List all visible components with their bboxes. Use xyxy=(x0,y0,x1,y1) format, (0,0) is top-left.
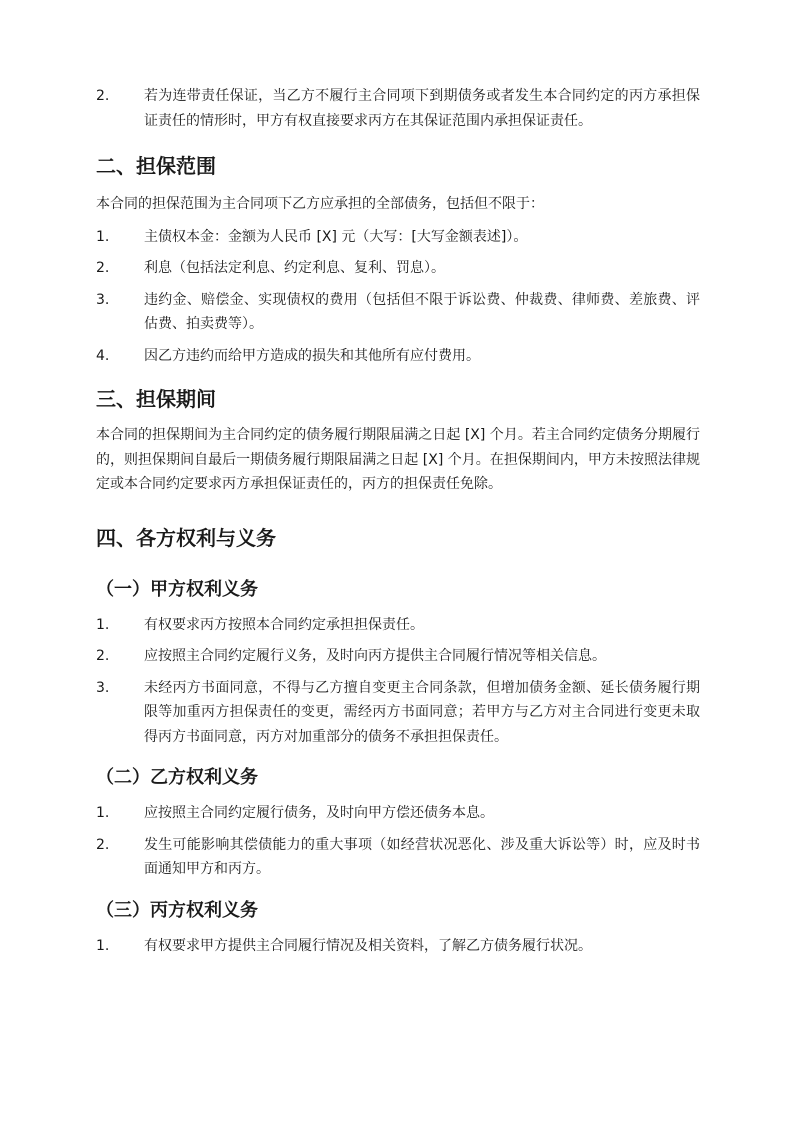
list-number: 1. xyxy=(96,228,110,245)
list-text: 发生可能影响其偿债能力的重大事项（如经营状况恶化、涉及重大诉讼等）时，应及时书面通知甲方和丙方。 xyxy=(144,836,700,877)
list-number: 2. xyxy=(96,260,110,276)
list-text: 主债权本金：金额为人民币 [X] 元（大写：[大写金额表述]）。 xyxy=(144,228,528,245)
list-number: 3. xyxy=(96,679,110,696)
section-heading-period: 三、担保期间 xyxy=(96,387,216,411)
list-item xyxy=(96,644,700,669)
list-item xyxy=(96,256,700,281)
list-item xyxy=(96,833,700,882)
document-page xyxy=(96,84,700,965)
list-text: 应按照主合同约定履行义务，及时向丙方提供主合同履行情况等相关信息。 xyxy=(144,648,606,664)
section-intro: 本合同的担保范围为主合同项下乙方应承担的全部债务，包括但不限于： xyxy=(96,196,544,212)
party-c-list xyxy=(96,934,700,959)
list-number: 2. xyxy=(96,836,110,853)
list-text: 违约金、赔偿金、实现债权的费用（包括但不限于诉讼费、仲裁费、律师费、差旅费、评估费、拍卖费等）。 xyxy=(144,291,700,332)
list-number: 1. xyxy=(96,937,110,954)
list-item xyxy=(96,676,700,750)
list-item xyxy=(96,225,700,250)
list-item xyxy=(96,84,700,133)
subsection-heading-party-c: （三）丙方权利义务 xyxy=(96,899,258,921)
scope-list xyxy=(96,225,700,369)
subsection-heading-party-a: （一）甲方权利义务 xyxy=(96,578,258,600)
top-list xyxy=(96,84,700,133)
party-b-list xyxy=(96,801,700,882)
list-text: 有权要求甲方提供主合同履行情况及相关资料，了解乙方债务履行状况。 xyxy=(144,937,592,954)
list-item xyxy=(96,288,700,337)
period-paragraph: 本合同的担保期间为主合同约定的债务履行期限届满之日起 [X] 个月。若主合同约定债务分期履行的，则担保期间自最后一期债务履行期限届满之日起 [X] 个月。在担保期间内，甲方未按照法律规定或本合同约定要求丙方承担保证责任的，丙方的担保责任免除。 xyxy=(96,427,700,492)
list-item xyxy=(96,801,700,826)
section-heading-rights: 四、各方权利与义务 xyxy=(96,525,276,550)
list-number: 2. xyxy=(96,648,110,664)
list-text: 若为连带责任保证，当乙方不履行主合同项下到期债务或者发生本合同约定的丙方承担保证责任的情形时，甲方有权直接要求丙方在其保证范围内承担保证责任。 xyxy=(144,88,700,129)
list-item xyxy=(96,613,700,638)
list-text: 因乙方违约而给甲方造成的损失和其他所有应付费用。 xyxy=(144,347,480,364)
party-a-list xyxy=(96,613,700,750)
list-text: 未经丙方书面同意，不得与乙方擅自变更主合同条款，但增加债务金额、延长债务履行期限等加重丙方担保责任的变更，需经丙方书面同意；若甲方与乙方对主合同进行变更未取得丙方书面同意，丙方对加重部分的债务不承担担保责任。 xyxy=(144,679,700,745)
list-text: 有权要求丙方按照本合同约定承担担保责任。 xyxy=(144,616,424,633)
list-number: 3. xyxy=(96,291,110,308)
section-heading-scope: 二、担保范围 xyxy=(96,154,216,178)
list-item xyxy=(96,934,700,959)
list-text: 利息（包括法定利息、约定利息、复利、罚息）。 xyxy=(144,260,445,276)
list-text: 应按照主合同约定履行债务，及时向甲方偿还债务本息。 xyxy=(144,805,494,821)
list-number: 1. xyxy=(96,805,110,821)
subsection-heading-party-b: （二）乙方权利义务 xyxy=(96,767,258,788)
list-number: 1. xyxy=(96,616,110,633)
list-number: 2. xyxy=(96,88,110,104)
list-item xyxy=(96,344,700,369)
list-number: 4. xyxy=(96,347,110,364)
